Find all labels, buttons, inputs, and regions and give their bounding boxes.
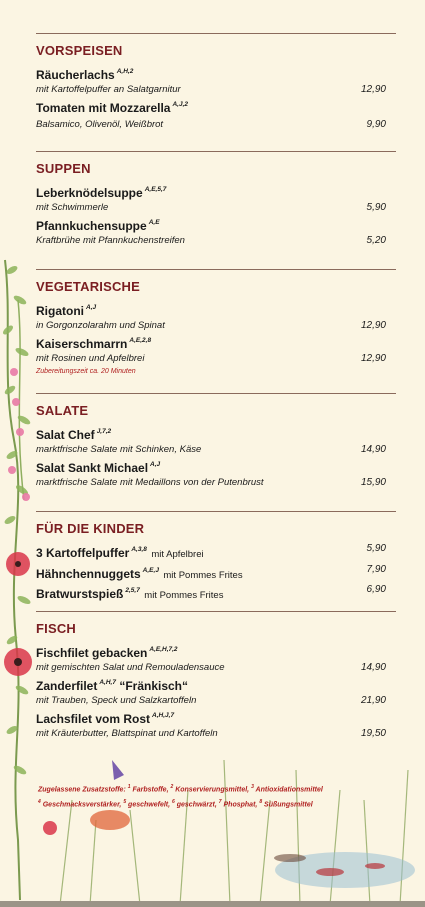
footnote-number: 1 <box>127 784 131 790</box>
list-item <box>36 563 396 584</box>
dish-price: 19,50 <box>360 728 386 739</box>
dish-price: 15,90 <box>360 477 386 488</box>
additives-footnote <box>38 781 398 812</box>
footnote-entry: Süßungsmittel <box>264 801 313 809</box>
footnote-entry: Antioxidationsmittel <box>255 786 323 794</box>
allergen-codes: J,7,2 <box>96 428 112 435</box>
dish-name: Salat Sankt Michael $^{A,J}$ <box>36 461 161 475</box>
dish-name: Leberknödelsuppe $^{A,E,5,7}$ <box>36 186 167 200</box>
allergen-codes: A,J <box>86 304 97 311</box>
dish-name: Räucherlachs $^{A,H,2}$ <box>36 68 134 82</box>
dish-price: 12,90 <box>360 320 386 331</box>
footnote-entry: Geschmacksverstärker, <box>42 801 122 809</box>
section-title: SUPPEN <box>36 161 91 176</box>
section-vorspeisen <box>36 33 396 132</box>
section-title: FÜR DIE KINDER <box>36 521 145 536</box>
dish-description: mit Pommes Frites <box>144 590 224 601</box>
dish-price: 14,90 <box>360 444 386 455</box>
dish-description: marktfrische Salate mit Schinken, Käse 14,90 <box>36 444 386 455</box>
dish-name: Bratwurstspieß <box>36 587 124 601</box>
section-suppen <box>36 151 396 248</box>
allergen-codes: 2,5,7 <box>125 587 140 594</box>
dish-description: in Gorgonzolarahm und Spinat 12,90 <box>36 320 386 331</box>
footnote-number: 3 <box>251 784 254 790</box>
footnote-entry: Phosphat, <box>223 801 258 809</box>
dish-name: Kaiserschmarrn $^{A,E,2,8}$ <box>36 337 152 351</box>
footnote-entry: geschwärzt, <box>176 801 217 809</box>
dish-description: mit Kartoffelpuffer an Salatgarnitur 12,90 <box>36 84 386 95</box>
bottom-border <box>0 901 425 907</box>
allergen-codes: A,E,5,7 <box>144 186 167 193</box>
dish-description: mit Trauben, Speck und Salzkartoffeln 21,90 <box>36 695 386 706</box>
section-title: VORSPEISEN <box>36 43 123 58</box>
footnote-entry: Konservierungsmittel, <box>175 786 250 794</box>
divider <box>36 33 396 34</box>
dish-price: 12,90 <box>360 353 386 364</box>
dish-description: mit Pommes Frites <box>163 569 243 581</box>
section-vegetarische <box>36 269 396 378</box>
allergen-codes: A,H,7 <box>99 679 116 686</box>
section-title: SALATE <box>36 403 89 418</box>
dish-price: 9,90 <box>366 119 386 130</box>
footnote-entry: geschwefelt, <box>128 801 171 809</box>
dish-name: 3 Kartoffelpuffer <box>36 546 130 560</box>
allergen-codes: A,3,8 <box>131 546 147 553</box>
allergen-codes: A,E,2,8 <box>129 337 152 344</box>
preparation-note: Zubereitungszeit ca. 20 Minuten <box>36 368 136 375</box>
allergen-codes: A,J,2 <box>172 101 189 108</box>
footnote-number: 4 <box>38 799 41 806</box>
dish-price: 21,90 <box>360 695 386 706</box>
dish-description: mit gemischten Salat und Remouladensauce 14,90 <box>36 662 386 673</box>
divider <box>36 511 396 512</box>
dish-description: Balsamico, Olivenöl, Weißbrot 9,90 <box>36 119 386 130</box>
dish-style: “Fränkisch“ <box>119 679 189 693</box>
dish-price: 12,90 <box>360 84 386 95</box>
dish-price: 5,20 <box>366 235 386 246</box>
footnote-label: Zugelassene Zusatzstoffe: <box>38 786 126 794</box>
dish-price: 7,90 <box>366 563 386 575</box>
allergen-codes: A,E,H,7,2 <box>149 646 178 653</box>
dish-name: Pfannkuchensuppe $^{A,E}$ <box>36 219 160 233</box>
dish-price: 6,90 <box>366 584 386 595</box>
dish-name: Lachsfilet vom Rost $^{A,H,J,7}$ <box>36 712 175 726</box>
dish-description: Kraftbrühe mit Pfannkuchenstreifen 5,20 <box>36 235 386 246</box>
divider <box>36 393 396 394</box>
dish-name: Hähnchennuggets <box>36 566 141 581</box>
footnote-number: 5 <box>123 799 127 806</box>
dish-description: marktfrische Salate mit Medaillons von der Putenbrust 15,90 <box>36 477 386 488</box>
section-title: FISCH <box>36 621 76 636</box>
dish-price: 5,90 <box>366 543 386 554</box>
section-title: VEGETARISCHE <box>36 279 141 294</box>
list-item <box>36 542 396 563</box>
footnote-number: 7 <box>218 799 222 806</box>
dish-description: mit Apfelbrei <box>151 549 204 560</box>
footnote-entry: Farbstoffe, <box>132 786 169 794</box>
divider <box>36 611 396 612</box>
section-fisch <box>36 611 396 741</box>
dish-name: Rigatoni $^{A,J}$ <box>36 304 97 318</box>
footnote-number: 6 <box>172 799 175 806</box>
divider <box>36 151 396 152</box>
allergen-codes: A,J <box>150 461 161 468</box>
allergen-codes: A,E,J <box>142 566 159 574</box>
section-kinder <box>36 511 396 604</box>
list-item <box>36 583 396 604</box>
section-salate <box>36 393 396 490</box>
dish-description: mit Kräuterbutter, Blattspinat und Kartoffeln 19,50 <box>36 728 386 739</box>
allergen-codes: A,H,2 <box>116 68 134 75</box>
footnote-number: 2 <box>170 784 174 790</box>
dish-description: mit Rosinen und Apfelbrei 12,90 <box>36 353 386 364</box>
allergen-codes: A,E <box>148 219 160 226</box>
divider <box>36 269 396 270</box>
dish-price: 5,90 <box>366 202 386 213</box>
dish-description: mit Schwimmerle 5,90 <box>36 202 386 213</box>
dish-name: Salat Chef $^{J,7,2}$ <box>36 428 112 442</box>
dish-price: 14,90 <box>360 662 386 673</box>
dish-name: Zanderfilet $^{A,H,7}$ “Fränkisch“ <box>36 679 189 693</box>
dish-name: Tomaten mit Mozzarella $^{A,J,2}$ <box>36 101 189 115</box>
allergen-codes: A,H,J,7 <box>152 712 175 719</box>
dish-name: Fischfilet gebacken $^{A,E,H,7,2}$ <box>36 646 178 660</box>
footnote-number: 8 <box>259 799 263 806</box>
